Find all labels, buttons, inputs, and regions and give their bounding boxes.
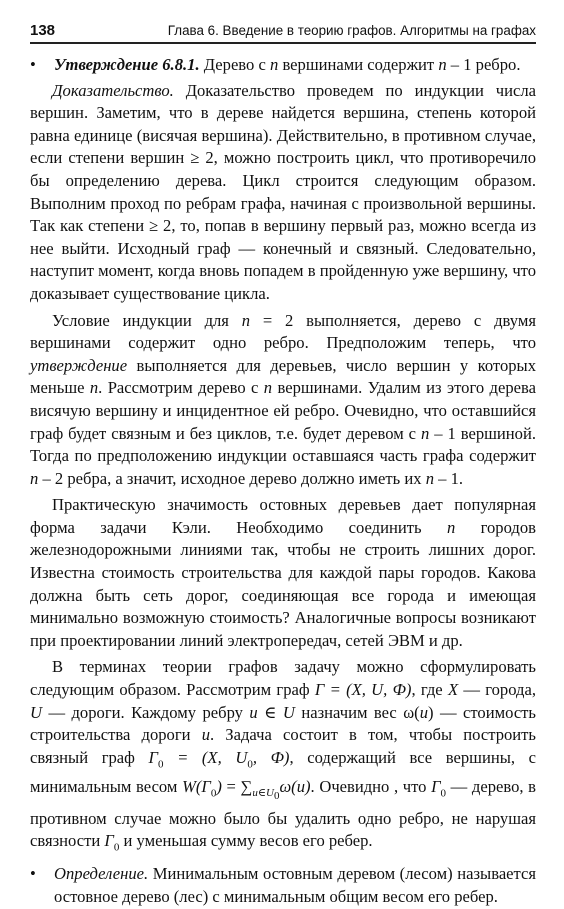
formulation-paragraph: В терминах теории графов задачу можно сформулировать следующим образом. Рассмотрим граф Г = (X, U, Ф), где X — города, U — дороги. Каждому ребру u ∈ U назначим вес ω(u) — стоимость строительства дороги u. Задача состоит в том, чтобы построить связный граф $Г_0 = (X$, $U_0$, Ф), содержащий все вершины, с минимальным весом $W(Г_0) = \sum_{u\in U_0}\omega(u)$. Очевидно , что $Г_0$ — дерево, в противном случае можно было бы удалить одно ребро, не нарушая связности $Г_0$ и уменьшая сумму весов его ребер. <box>30 657 537 854</box>
page-number: 138 <box>30 22 56 39</box>
running-head: Глава 6. Введение в теорию графов. Алгоритмы на графах <box>167 23 536 38</box>
definition-label: Определение. <box>54 864 149 884</box>
cayley-paragraph: Практическую значимость остовных деревьев дает популярная форма задачи Кэли. Необходимо соединить n городов железнодорожными линиями так, чтобы не строить лишних дорог. Известна стоимость строительства для каждой пары городов. Какова должна быть сеть дорог, соединяющая все города и имеющая минимально возможную стоимость? Аналогичные вопросы возникают при проектировании линий электропередач, сетей ЭВМ и др. <box>30 495 536 650</box>
proof-paragraph: Доказательство. Доказательство проведем по индукции числа вершин. Заметим, что в дереве найдется вершина, степень которой равна единице (висячая вершина). Действительно, в противном случае, если степени вершин ≥ 2, можно построить цикл, что противоречило бы определению дерева. Цикл строится следующим образом. Выполним проход по ребрам графа, начиная с произвольной вершины. Так как степени ≥ 2, то, попав в вершину первый раз, можно всегда из нее выйти. Исходный граф — конечный и связный. Следовательно, наступит момент, когда вновь попадем в пройденную уже вершину, что доказывает существование цикла. <box>30 80 536 303</box>
bullet-marker: • <box>30 55 36 74</box>
page-body <box>30 54 536 909</box>
sum-symbol: ∑ <box>240 776 253 796</box>
page-header <box>30 22 536 44</box>
induction-paragraph: Условие индукции для n = 2 выполняется, дерево с двумя вершинами содержит одно ребро. Предположим теперь, что утверждение выполняется для деревьев, число вершин у которых меньше n. Рассмотрим дерево с n вершинами. Удалим из этого дерева висячую вершину и инцидентное ей ребро. Очевидно, что оставшийся граф будет связным и без циклов, т.е. будет деревом с n – 1 вершиной. Тогда по предположению индукции оставшаяся часть графа содержит n – 2 ребра, а значит, исходное дерево должно иметь их n – 1. <box>30 310 536 488</box>
statement-paragraph: • Утверждение 6.8.1. Дерево с n вершинами содержит n – 1 ребро. <box>30 54 536 77</box>
gamma-zero: Г <box>148 747 158 767</box>
statement-label: Утверждение 6.8.1. <box>54 55 200 74</box>
bullet-marker: • <box>30 864 36 884</box>
proof-label: Доказательство. <box>52 80 174 100</box>
definition-paragraph: • Определение. Минимальным остовным деревом (лесом) называется остовное дерево (лес) с минимальным общим весом его ребер. <box>30 864 536 906</box>
